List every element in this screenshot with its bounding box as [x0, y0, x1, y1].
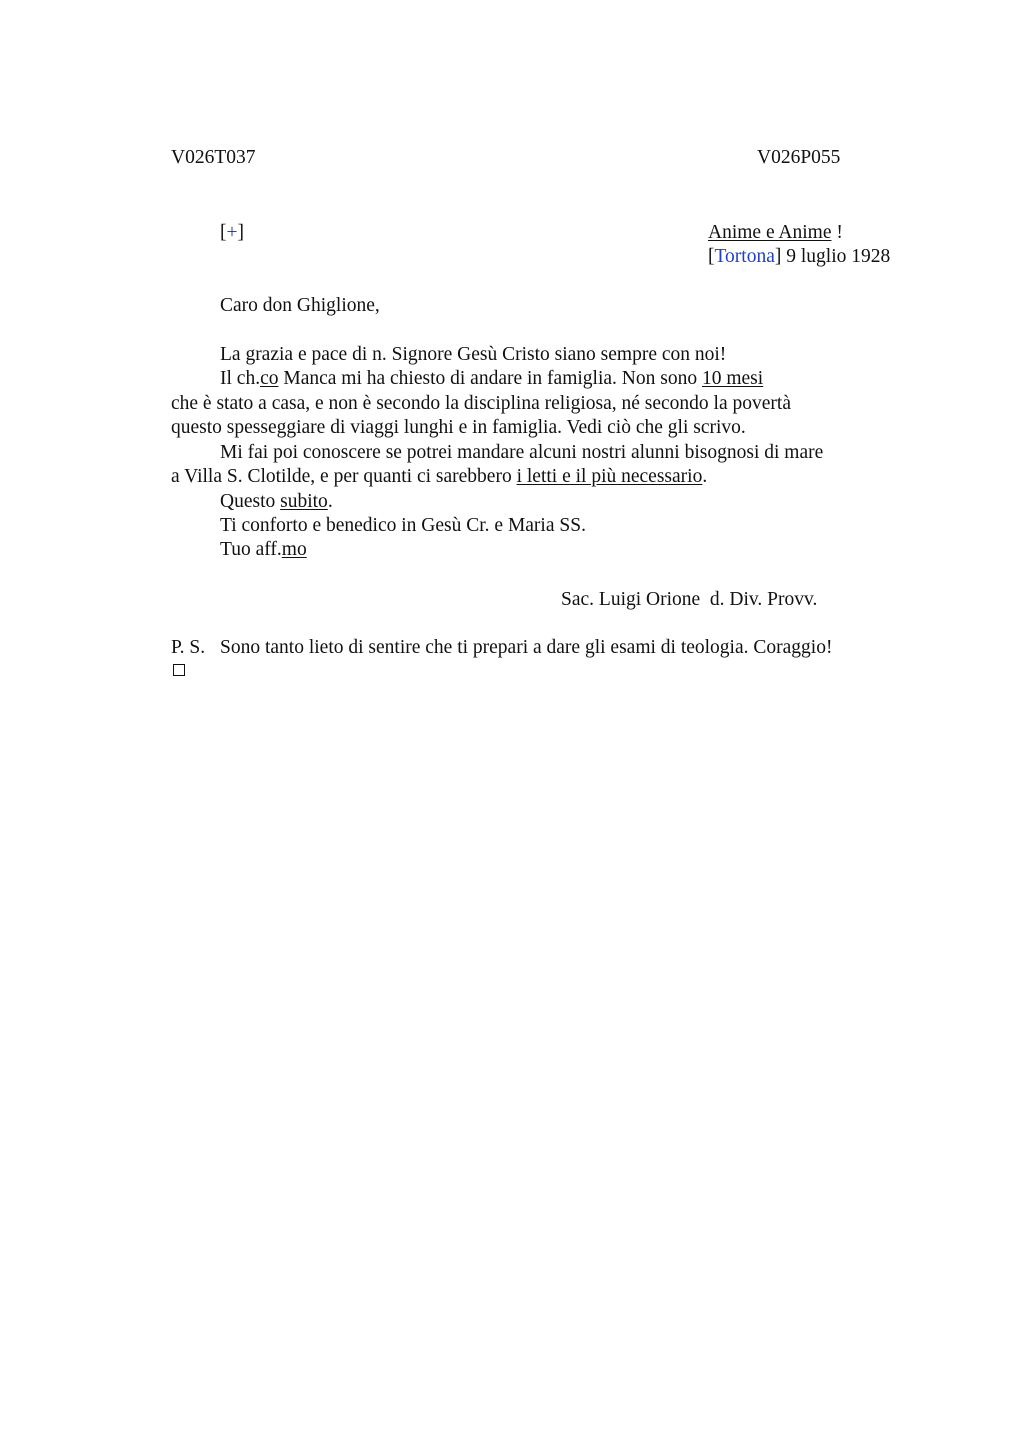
closing-text: Tuo aff. — [220, 539, 282, 560]
motto-suffix: ! — [831, 222, 843, 243]
date-text: 9 luglio 1928 — [781, 246, 891, 267]
closing — [220, 538, 307, 562]
body-text: Questo — [220, 491, 281, 512]
body-text: . — [327, 491, 333, 512]
cross-bracket-close: ] — [237, 222, 244, 243]
document-code-right: V026P055 — [757, 147, 841, 168]
body-line: La grazia e pace di n. Signore Gesù Cristo siano sempre con noi! — [220, 344, 727, 365]
date-line — [708, 245, 890, 269]
motto-text: Anime e Anime — [708, 222, 832, 243]
body-line: Ti conforto e benedico in Gesù Cr. e Maria SS. — [220, 515, 586, 536]
signature: Sac. Luigi Orione d. Div. Provv. — [561, 589, 818, 610]
date-bracket-open: [ — [708, 246, 715, 267]
closing-underlined: mo — [281, 539, 307, 560]
body-line — [220, 490, 333, 514]
body-line: Mi fai poi conoscere se potrei mandare alcuni nostri alunni bisognosi di mare — [220, 442, 824, 463]
body-line — [171, 465, 707, 489]
body-text: Il ch. — [220, 368, 261, 389]
salutation: Caro don Ghiglione, — [220, 295, 380, 316]
postscript-label: P. S. — [171, 637, 206, 658]
end-mark-box-icon — [173, 664, 185, 676]
body-text: a Villa S. Clotilde, e per quanti ci sarebbero — [171, 466, 517, 487]
body-line — [220, 367, 763, 391]
body-underlined: co — [260, 368, 279, 389]
date-place: Tortona — [714, 246, 775, 267]
postscript-text: Sono tanto lieto di sentire che ti prepari a dare gli esami di teologia. Coraggio! — [220, 637, 833, 658]
body-text: Manca mi ha chiesto di andare in famiglia. Non sono — [278, 368, 702, 389]
motto — [708, 221, 843, 245]
body-line: che è stato a casa, e non è secondo la disciplina religiosa, né secondo la povertà — [171, 393, 791, 414]
cross-mark — [220, 221, 244, 245]
body-underlined: 10 mesi — [701, 368, 764, 389]
cross-icon: + — [226, 222, 238, 243]
date-bracket-close: ] — [774, 246, 782, 267]
body-underlined: subito — [280, 491, 328, 512]
body-text: . — [702, 466, 708, 487]
body-line: questo spesseggiare di viaggi lunghi e in famiglia. Vedi ciò che gli scrivo. — [171, 417, 746, 438]
cross-bracket-open: [ — [220, 222, 227, 243]
body-underlined: i letti e il più necessario — [516, 466, 703, 487]
document-code-left: V026T037 — [171, 147, 256, 168]
